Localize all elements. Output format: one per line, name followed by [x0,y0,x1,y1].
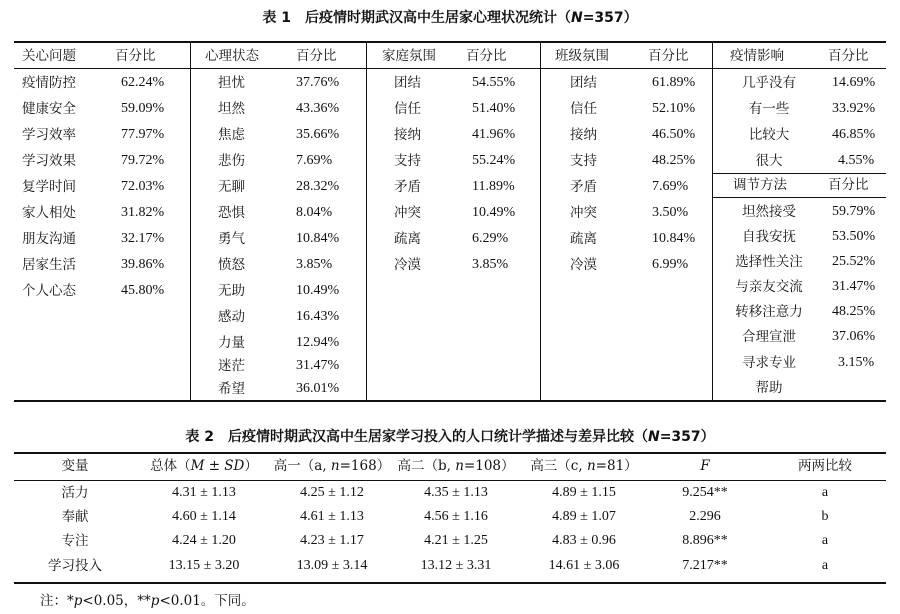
mental-label: 坦然 [218,101,245,117]
coping-header-bottom-rule [712,197,886,198]
coping-label: 与亲友交流 [735,279,803,295]
t2-total: 13.15 ± 3.20 [168,558,240,573]
class-pct: 3.50% [652,205,689,220]
table1-col-divider [366,42,367,400]
impact-pct: 14.69% [832,75,876,90]
t2-grade1: 13.09 ± 3.14 [296,558,368,573]
coping-label: 合理宣泄 [742,329,796,345]
impact-pct: 4.55% [838,153,875,168]
t2-f: 2.296 [689,509,721,524]
family-label: 冲突 [394,205,421,221]
mental-pct: 3.85% [296,257,333,272]
concern-label: 个人心态 [22,283,76,299]
t2-pairwise: a [821,558,829,573]
coping-label: 自我安抚 [742,229,796,245]
concern-header: 关心问题 [22,48,76,64]
class-pct: 6.99% [652,257,689,272]
concern-pct: 32.17% [121,231,165,246]
mental-pct: 43.36% [296,101,340,116]
class-pct-header: 百分比 [648,48,689,64]
class-label: 疏离 [570,231,597,247]
t2-grade2: 13.12 ± 3.31 [420,558,492,573]
family-label: 接纳 [394,127,421,143]
t2-grade3: 14.61 ± 3.06 [548,558,620,573]
class-pct: 7.69% [652,179,689,194]
concern-label: 学习效果 [22,153,76,169]
t2-pairwise: b [821,509,829,524]
coping-pct: 53.50% [832,229,876,244]
t2-f: 8.896** [682,533,728,548]
concern-label: 复学时间 [22,179,76,195]
t2-header-grade1: 高一（a, n=168） [273,458,391,474]
family-label: 支持 [394,153,421,169]
concern-pct: 62.24% [121,75,165,90]
mental-label: 迷茫 [218,358,245,374]
mental-pct: 37.76% [296,75,340,90]
t2-grade2: 4.56 ± 1.16 [424,509,488,524]
t2-header-f: F [700,458,710,474]
class-label: 冲突 [570,205,597,221]
mental-pct: 35.66% [296,127,340,142]
family-label: 团结 [394,75,421,91]
mental-pct: 28.32% [296,179,340,194]
coping-label: 寻求专业 [742,355,796,371]
t2-grade1: 4.23 ± 1.17 [300,533,364,548]
family-header: 家庭氛围 [382,48,436,64]
class-pct: 48.25% [652,153,696,168]
coping-pct: 25.52% [832,254,876,269]
coping-pct: 59.79% [832,204,876,219]
mental-label: 无聊 [218,179,245,195]
t2-grade1: 4.61 ± 1.13 [300,509,364,524]
t2-grade3: 4.89 ± 1.15 [552,485,616,500]
coping-header-top-rule [712,173,886,174]
coping-label: 坦然接受 [742,204,796,220]
class-pct: 46.50% [652,127,696,142]
mental-label: 力量 [218,335,245,351]
coping-pct: 48.25% [832,304,876,319]
concern-label: 疫情防控 [22,75,76,91]
table1-header-rule [14,68,886,69]
concern-pct: 72.03% [121,179,165,194]
t2-grade1: 4.25 ± 1.12 [300,485,364,500]
mental-pct: 8.04% [296,205,333,220]
concern-label: 家人相处 [22,205,76,221]
class-pct: 10.84% [652,231,696,246]
mental-label: 恐惧 [218,205,245,221]
table1-caption: 表 1 后疫情时期武汉高中生居家心理状况统计（N=357） [262,10,638,26]
coping-pct: 31.47% [832,279,876,294]
t2-grade2: 4.21 ± 1.25 [424,533,488,548]
table2-bottom-rule [14,582,886,584]
mental-label: 担忧 [218,75,245,91]
mental-header: 心理状态 [205,48,259,64]
t2-variable: 专注 [61,533,89,549]
class-label: 冷漠 [570,257,597,273]
impact-pct: 33.92% [832,101,876,116]
concern-label: 健康安全 [22,101,76,117]
mental-pct: 12.94% [296,335,340,350]
table2-caption: 表 2 后疫情时期武汉高中生居家学习投入的人口统计学描述与差异比较（N=357） [185,429,715,445]
concern-label: 朋友沟通 [22,231,76,247]
t2-header-pairwise: 两两比较 [798,458,852,474]
table1-bottom-rule [14,400,886,402]
t2-total: 4.24 ± 1.20 [172,533,236,548]
family-pct: 54.55% [472,75,516,90]
impact-label: 比较大 [748,127,790,143]
t2-variable: 活力 [61,485,89,501]
concern-pct: 79.72% [121,153,165,168]
family-label: 矛盾 [394,179,421,195]
concern-label: 学习效率 [22,127,76,143]
mental-label: 无助 [218,283,245,299]
table1-col-divider [190,42,191,400]
class-pct: 61.89% [652,75,696,90]
impact-header: 疫情影响 [730,48,784,64]
mental-label: 勇气 [218,231,245,247]
class-label: 接纳 [570,127,597,143]
impact-label: 很大 [755,153,783,169]
t2-total: 4.31 ± 1.13 [172,485,236,500]
impact-label: 几乎没有 [742,75,796,91]
concern-pct-header: 百分比 [115,48,156,64]
coping-label: 转移注意力 [735,304,803,320]
t2-header-grade3: 高三（c, n=81） [530,458,638,474]
class-pct: 52.10% [652,101,696,116]
table1-col-divider [712,42,713,400]
concern-pct: 59.09% [121,101,165,116]
class-label: 矛盾 [570,179,597,195]
family-pct: 41.96% [472,127,516,142]
family-label: 冷漠 [394,257,421,273]
family-pct: 6.29% [472,231,509,246]
mental-pct: 10.49% [296,283,340,298]
coping-pct: 3.15% [838,355,875,370]
t2-total: 4.60 ± 1.14 [172,509,236,524]
t2-grade2: 4.35 ± 1.13 [424,485,488,500]
class-label: 支持 [570,153,597,169]
coping-pct-header: 百分比 [828,177,869,193]
t2-f: 9.254** [682,485,728,500]
t2-pairwise: a [821,533,829,548]
table1-top-rule [14,41,886,43]
impact-pct-header: 百分比 [828,48,869,64]
table2-top-rule [14,452,886,454]
table2-header-rule [14,480,886,481]
coping-label-continued: 帮助 [755,380,783,396]
t2-variable: 奉献 [61,509,89,525]
table1-col-divider [540,42,541,400]
class-label: 团结 [570,75,597,91]
coping-header: 调节方法 [733,177,787,193]
mental-pct: 16.43% [296,309,340,324]
table-note: 注：*p<0.05，**p<0.01。下同。 [40,593,255,609]
t2-header-grade2: 高二（b, n=108） [397,458,515,474]
mental-pct: 36.01% [296,381,340,396]
family-pct: 51.40% [472,101,516,116]
t2-variable: 学习投入 [48,558,102,574]
mental-label: 愤怒 [218,257,245,273]
family-label: 信任 [394,101,421,117]
concern-pct: 39.86% [121,257,165,272]
class-label: 信任 [570,101,597,117]
coping-label: 选择性关注 [735,254,803,270]
t2-grade3: 4.89 ± 1.07 [552,509,616,524]
impact-label: 有一些 [748,101,790,117]
t2-header-total: 总体（M ± SD） [150,458,258,474]
t2-grade3: 4.83 ± 0.96 [552,533,616,548]
t2-header-variable: 变量 [61,458,89,474]
mental-label: 悲伤 [218,153,245,169]
family-label: 疏离 [394,231,421,247]
t2-f: 7.217** [682,558,728,573]
family-pct: 10.49% [472,205,516,220]
family-pct: 3.85% [472,257,509,272]
t2-pairwise: a [821,485,829,500]
mental-pct: 10.84% [296,231,340,246]
family-pct: 55.24% [472,153,516,168]
family-pct-header: 百分比 [466,48,507,64]
class-header: 班级氛围 [555,48,609,64]
mental-pct-header: 百分比 [296,48,337,64]
concern-pct: 31.82% [121,205,165,220]
mental-label: 希望 [218,381,245,397]
concern-pct: 77.97% [121,127,165,142]
mental-label: 感动 [218,309,245,325]
mental-label: 焦虑 [218,127,245,143]
concern-label: 居家生活 [22,257,76,273]
mental-pct: 7.69% [296,153,333,168]
coping-pct: 37.06% [832,329,876,344]
concern-pct: 45.80% [121,283,165,298]
mental-pct: 31.47% [296,358,340,373]
impact-pct: 46.85% [832,127,876,142]
family-pct: 11.89% [472,179,515,194]
